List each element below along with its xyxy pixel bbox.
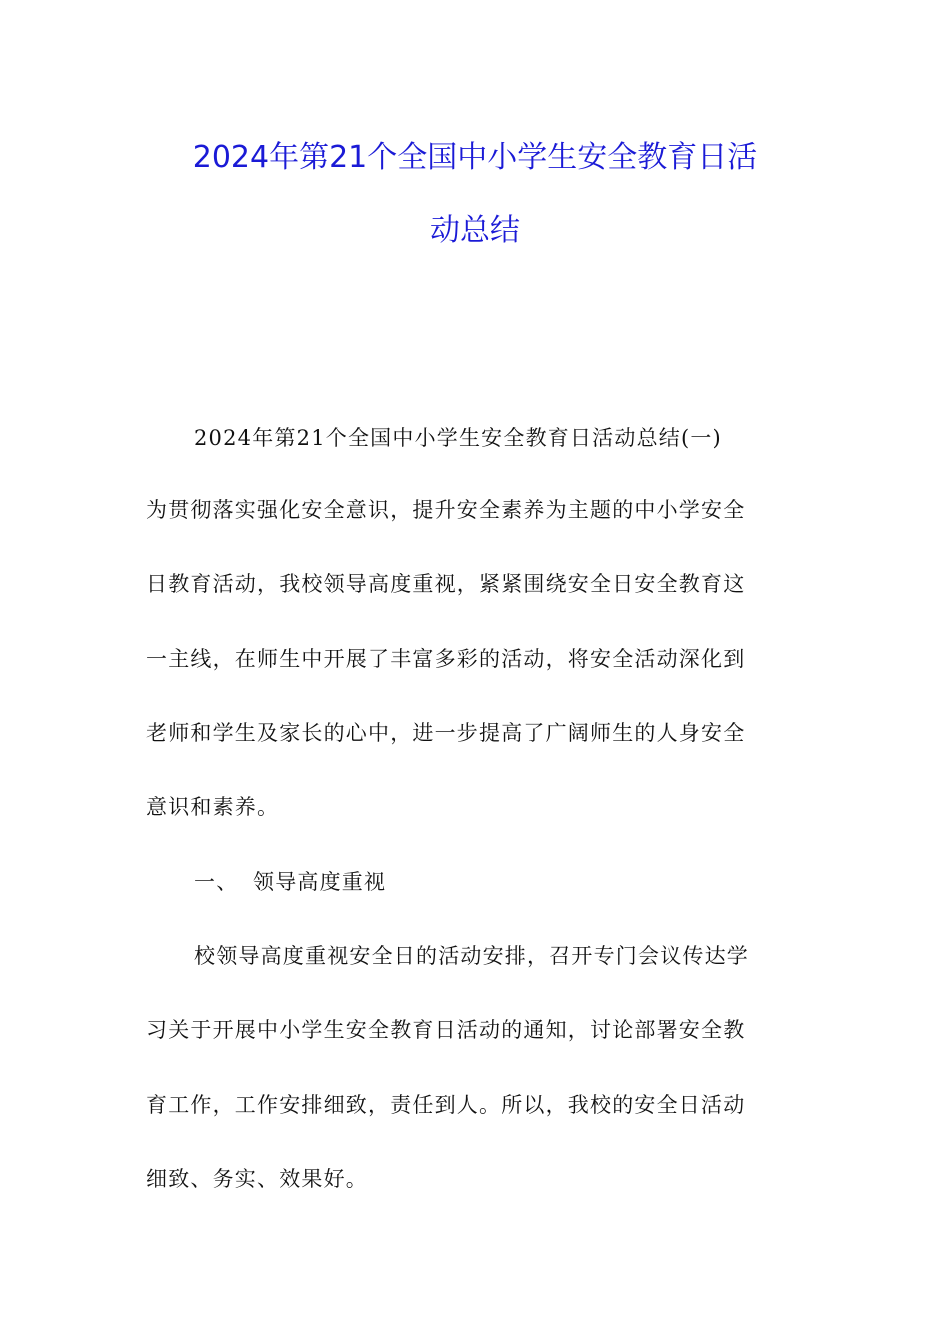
document-title-line-2: 动总结 (430, 213, 520, 248)
paragraph-2-line-1: 校领导高度重视安全日的活动安排，召开专门会议传达学 (194, 944, 749, 968)
document-title-line-1: 2024年第21个全国中小学生安全教育日活 (192, 140, 758, 175)
paragraph-1-line-4: 一主线，在师生中开展了丰富多彩的活动，将安全活动深化到 (146, 647, 746, 671)
section-1-number: 一、 (194, 870, 239, 894)
section-1-heading: 领导高度重视 (253, 870, 387, 894)
paragraph-1-line-3: 日教育活动，我校领导高度重视，紧紧围绕安全日安全教育这 (146, 572, 746, 596)
paragraph-1-line-6: 意识和素养。 (146, 795, 280, 819)
paragraph-1-line-5: 老师和学生及家长的心中，进一步提高了广阔师生的人身安全 (146, 721, 746, 745)
paragraph-1-line-1: 2024年第21个全国中小学生安全教育日活动总结(一) (194, 426, 722, 450)
paragraph-1-line-2: 为贯彻落实强化安全意识，提升安全素养为主题的中小学安全 (146, 498, 746, 522)
paragraph-2-line-3: 育工作，工作安排细致，责任到人。所以，我校的安全日活动 (146, 1093, 746, 1117)
paragraph-2-line-2: 习关于开展中小学生安全教育日活动的通知，讨论部署安全教 (146, 1018, 746, 1042)
paragraph-2-line-4: 细致、务实、效果好。 (146, 1167, 368, 1191)
